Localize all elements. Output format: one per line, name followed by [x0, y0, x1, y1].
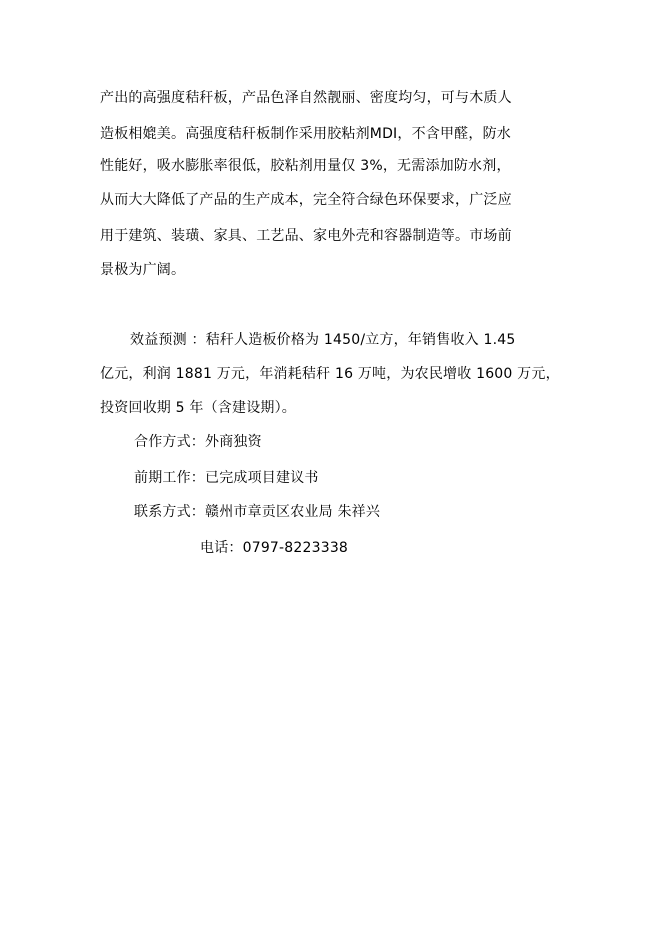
paragraph-line: 产出的高强度秸秆板，产品色泽自然靓丽、密度均匀，可与木质人 — [100, 90, 512, 106]
benefit-forecast-line: 效益预测 ：秸秆人造板价格为 1450/立方，年销售收入 1.45 — [130, 332, 516, 348]
paragraph-line: 用于建筑、装璜、家具、工艺品、家电外壳和容器制造等。市场前 — [100, 228, 512, 244]
benefit-forecast-line: 亿元，利润 1881 万元，年消耗秸秆 16 万吨，为农民增收 1600 万元， — [100, 366, 560, 382]
paragraph-line: 造板相媲美。高强度秸秆板制作采用胶粘剂MDI，不含甲醛，防水 — [100, 126, 511, 142]
benefit-forecast-line: 投资回收期 5 年（含建设期）。 — [100, 400, 297, 416]
paragraph-line: 景极为广阔。 — [100, 262, 186, 278]
cooperation-mode: 合作方式：外商独资 — [134, 434, 262, 450]
contact-info: 联系方式：赣州市章贡区农业局 朱祥兴 — [134, 504, 381, 520]
paragraph-line: 性能好，吸水膨胀率很低，胶粘剂用量仅 3%，无需添加防水剂， — [100, 158, 511, 174]
paragraph-line: 从而大大降低了产品的生产成本，完全符合绿色环保要求，广泛应 — [100, 192, 512, 208]
phone-number: 电话：0797-8223338 — [200, 540, 349, 556]
preliminary-work: 前期工作：已完成项目建议书 — [134, 470, 319, 486]
